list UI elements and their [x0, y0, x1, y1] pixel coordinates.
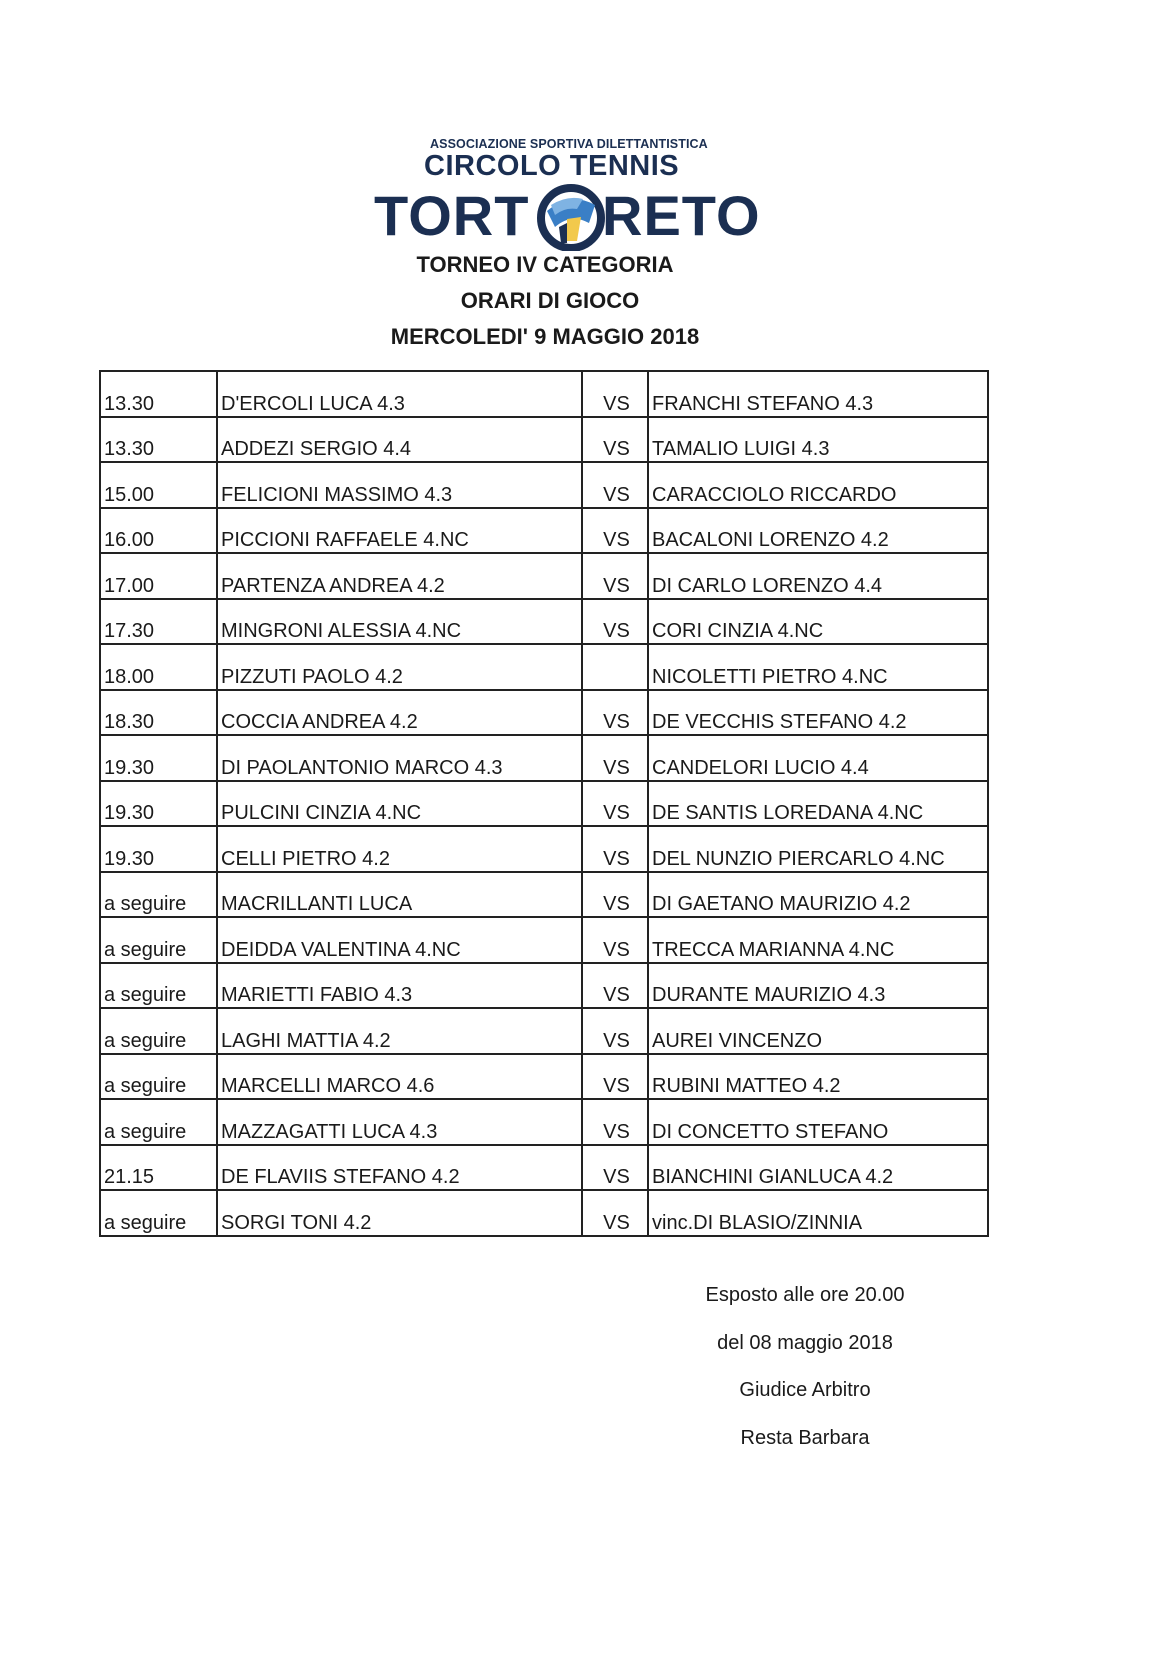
player-two-cell	[648, 690, 988, 736]
match-time-cell	[100, 599, 217, 645]
player-one: FELICIONI MASSIMO 4.3	[221, 483, 453, 506]
player-one-cell	[217, 735, 582, 781]
player-two-cell	[648, 1008, 988, 1054]
versus-label: VS	[603, 711, 630, 733]
table-row	[100, 781, 988, 827]
match-schedule-body	[100, 371, 988, 1236]
table-row	[100, 690, 988, 736]
versus-label: VS	[603, 1166, 630, 1188]
versus-label-cell	[582, 1099, 648, 1145]
table-row	[100, 371, 988, 417]
versus-label-cell	[582, 462, 648, 508]
player-two: FRANCHI STEFANO 4.3	[652, 392, 874, 415]
player-two: DI GAETANO MAURIZIO 4.2	[652, 893, 911, 915]
table-row	[100, 1145, 988, 1191]
table-row	[100, 735, 988, 781]
versus-label-cell	[582, 371, 648, 417]
player-one: PULCINI CINZIA 4.NC	[221, 802, 422, 824]
table-row	[100, 1008, 988, 1054]
player-one-cell	[217, 599, 582, 645]
player-two-cell	[648, 508, 988, 554]
player-one: LAGHI MATTIA 4.2	[221, 1029, 391, 1052]
versus-label-cell	[582, 553, 648, 599]
player-one-cell	[217, 917, 582, 963]
player-two-cell	[648, 1145, 988, 1191]
match-time-cell	[100, 781, 217, 827]
table-row	[100, 644, 988, 690]
table-row	[100, 1054, 988, 1100]
schedule-date: MERCOLEDI' 9 MAGGIO 2018	[390, 324, 700, 349]
match-time: a seguire	[104, 984, 187, 1006]
match-time-cell	[100, 371, 217, 417]
player-one-cell	[217, 508, 582, 554]
player-two-cell	[648, 963, 988, 1009]
player-two: DI CONCETTO STEFANO	[652, 1120, 889, 1143]
player-one: MACRILLANTI LUCA	[221, 893, 413, 915]
versus-label-cell	[582, 508, 648, 554]
versus-label-cell	[582, 917, 648, 963]
match-time: 16.00	[104, 529, 155, 551]
player-one-cell	[217, 872, 582, 918]
player-two: DEL NUNZIO PIERCARLO 4.NC	[652, 847, 945, 870]
match-time-cell	[100, 508, 217, 554]
posting-footer	[660, 1283, 950, 1473]
logo-town-left: TORT	[374, 184, 530, 247]
logo-club-text: CIRCOLO TENNIS	[424, 150, 680, 182]
table-row	[100, 1190, 988, 1236]
player-two: CANDELORI LUCIO 4.4	[652, 756, 869, 779]
match-time-cell	[100, 690, 217, 736]
player-one: DEIDDA VALENTINA 4.NC	[221, 938, 461, 961]
versus-label	[586, 687, 647, 689]
player-one: SORGI TONI 4.2	[221, 1211, 372, 1234]
player-one-cell	[217, 644, 582, 690]
logo-town-right: RETO	[602, 184, 761, 247]
match-time-cell	[100, 644, 217, 690]
versus-label: VS	[603, 483, 630, 506]
posted-time: Esposto alle ore 20.00	[705, 1284, 905, 1306]
match-time: a seguire	[104, 1075, 187, 1097]
player-one: PARTENZA ANDREA 4.2	[221, 574, 445, 597]
player-two: TRECCA MARIANNA 4.NC	[652, 938, 895, 961]
player-two-cell	[648, 462, 988, 508]
player-two: DURANTE MAURIZIO 4.3	[652, 984, 886, 1006]
player-two-cell	[648, 553, 988, 599]
player-one: MINGRONI ALESSIA 4.NC	[221, 620, 462, 642]
versus-label: VS	[603, 529, 630, 551]
player-one-cell	[217, 1099, 582, 1145]
versus-label-cell	[582, 963, 648, 1009]
versus-label-cell	[582, 690, 648, 736]
versus-label: VS	[603, 802, 630, 824]
match-time: 18.00	[104, 665, 155, 688]
player-one-cell	[217, 417, 582, 463]
versus-label-cell	[582, 735, 648, 781]
player-two-cell	[648, 599, 988, 645]
player-one-cell	[217, 462, 582, 508]
player-two-cell	[648, 1054, 988, 1100]
versus-label-cell	[582, 644, 648, 690]
tennis-ball-icon	[537, 183, 605, 251]
versus-label-cell	[582, 1145, 648, 1191]
match-time-cell	[100, 826, 217, 872]
player-one: DE FLAVIIS STEFANO 4.2	[221, 1166, 460, 1188]
match-time-cell	[100, 872, 217, 918]
player-one-cell	[217, 781, 582, 827]
table-row	[100, 963, 988, 1009]
player-two: NICOLETTI PIETRO 4.NC	[652, 665, 888, 688]
referee-name: Resta Barbara	[740, 1426, 870, 1449]
player-two-cell	[648, 917, 988, 963]
player-two: RUBINI MATTEO 4.2	[652, 1075, 841, 1097]
match-time: 19.30	[104, 756, 155, 779]
player-one-cell	[217, 371, 582, 417]
player-two: BACALONI LORENZO 4.2	[652, 529, 889, 551]
versus-label: VS	[603, 893, 630, 915]
player-one-cell	[217, 1190, 582, 1236]
player-two-cell	[648, 417, 988, 463]
posted-date: del 08 maggio 2018	[717, 1331, 893, 1354]
match-time-cell	[100, 1145, 217, 1191]
table-row	[100, 508, 988, 554]
versus-label-cell	[582, 1008, 648, 1054]
player-two: TAMALIO LUIGI 4.3	[652, 438, 830, 460]
match-schedule-table	[99, 370, 989, 1237]
table-row	[100, 917, 988, 963]
versus-label: VS	[603, 1211, 630, 1234]
table-row	[100, 872, 988, 918]
match-time-cell	[100, 1190, 217, 1236]
club-logo	[370, 133, 770, 253]
match-time: 21.15	[104, 1166, 155, 1188]
logo-association-text: ASSOCIAZIONE SPORTIVA DILETTANTISTICA	[430, 137, 708, 151]
schedule-subtitle: ORARI DI GIOCO	[460, 288, 640, 313]
versus-label: VS	[603, 438, 630, 460]
player-one-cell	[217, 826, 582, 872]
table-row	[100, 826, 988, 872]
player-two: DE VECCHIS STEFANO 4.2	[652, 711, 907, 733]
table-row	[100, 462, 988, 508]
versus-label: VS	[603, 392, 630, 415]
match-time-cell	[100, 1099, 217, 1145]
player-one-cell	[217, 553, 582, 599]
player-two-cell	[648, 644, 988, 690]
player-one-cell	[217, 690, 582, 736]
match-time: 19.30	[104, 847, 155, 870]
match-time: a seguire	[104, 1120, 187, 1143]
player-one: COCCIA ANDREA 4.2	[221, 711, 418, 733]
player-two-cell	[648, 1190, 988, 1236]
table-row	[100, 553, 988, 599]
referee-role: Giudice Arbitro	[739, 1379, 871, 1401]
player-one: CELLI PIETRO 4.2	[221, 847, 390, 870]
player-one-cell	[217, 1008, 582, 1054]
match-time-cell	[100, 1008, 217, 1054]
player-one-cell	[217, 1145, 582, 1191]
player-two-cell	[648, 781, 988, 827]
match-time: a seguire	[104, 1211, 187, 1234]
versus-label: VS	[603, 1029, 630, 1052]
player-two: CARACCIOLO RICCARDO	[652, 483, 897, 506]
match-time: 19.30	[104, 802, 155, 824]
versus-label: VS	[603, 938, 630, 961]
versus-label-cell	[582, 1190, 648, 1236]
match-time: 13.30	[104, 392, 155, 415]
match-time: 15.00	[104, 483, 155, 506]
player-one: PICCIONI RAFFAELE 4.NC	[221, 529, 469, 551]
versus-label: VS	[603, 1120, 630, 1143]
versus-label: VS	[603, 756, 630, 779]
versus-label: VS	[603, 1075, 630, 1097]
versus-label: VS	[603, 984, 630, 1006]
player-two: vinc.DI BLASIO/ZINNIA	[652, 1211, 863, 1234]
versus-label-cell	[582, 1054, 648, 1100]
match-time-cell	[100, 417, 217, 463]
player-one: D'ERCOLI LUCA 4.3	[221, 392, 405, 415]
player-two: AUREI VINCENZO	[652, 1029, 823, 1052]
player-two: CORI CINZIA 4.NC	[652, 620, 824, 642]
player-two-cell	[648, 872, 988, 918]
player-one: ADDEZI SERGIO 4.4	[221, 438, 412, 460]
player-two: DE SANTIS LOREDANA 4.NC	[652, 802, 924, 824]
match-time: 18.30	[104, 711, 155, 733]
player-one: MARCELLI MARCO 4.6	[221, 1075, 435, 1097]
player-two-cell	[648, 1099, 988, 1145]
versus-label: VS	[603, 620, 630, 642]
player-two-cell	[648, 826, 988, 872]
versus-label-cell	[582, 826, 648, 872]
match-time-cell	[100, 917, 217, 963]
versus-label-cell	[582, 781, 648, 827]
table-row	[100, 417, 988, 463]
match-time-cell	[100, 462, 217, 508]
match-time: a seguire	[104, 893, 187, 915]
player-two-cell	[648, 371, 988, 417]
match-time: 17.00	[104, 574, 155, 597]
versus-label-cell	[582, 872, 648, 918]
tournament-title: TORNEO IV CATEGORIA	[416, 252, 674, 277]
player-one: MAZZAGATTI LUCA 4.3	[221, 1120, 438, 1143]
table-row	[100, 1099, 988, 1145]
player-one-cell	[217, 963, 582, 1009]
versus-label: VS	[603, 847, 630, 870]
match-time: 17.30	[104, 620, 155, 642]
player-two: BIANCHINI GIANLUCA 4.2	[652, 1166, 894, 1188]
player-one: DI PAOLANTONIO MARCO 4.3	[221, 756, 503, 779]
match-time-cell	[100, 963, 217, 1009]
match-time-cell	[100, 553, 217, 599]
match-time: a seguire	[104, 1029, 187, 1052]
match-time: 13.30	[104, 438, 155, 460]
player-one-cell	[217, 1054, 582, 1100]
player-two-cell	[648, 735, 988, 781]
match-time: a seguire	[104, 938, 187, 961]
match-time-cell	[100, 1054, 217, 1100]
versus-label: VS	[603, 574, 630, 597]
versus-label-cell	[582, 417, 648, 463]
table-row	[100, 599, 988, 645]
player-two: DI CARLO LORENZO 4.4	[652, 574, 883, 597]
player-one: PIZZUTI PAOLO 4.2	[221, 665, 403, 688]
versus-label-cell	[582, 599, 648, 645]
player-one: MARIETTI FABIO 4.3	[221, 984, 413, 1006]
match-time-cell	[100, 735, 217, 781]
